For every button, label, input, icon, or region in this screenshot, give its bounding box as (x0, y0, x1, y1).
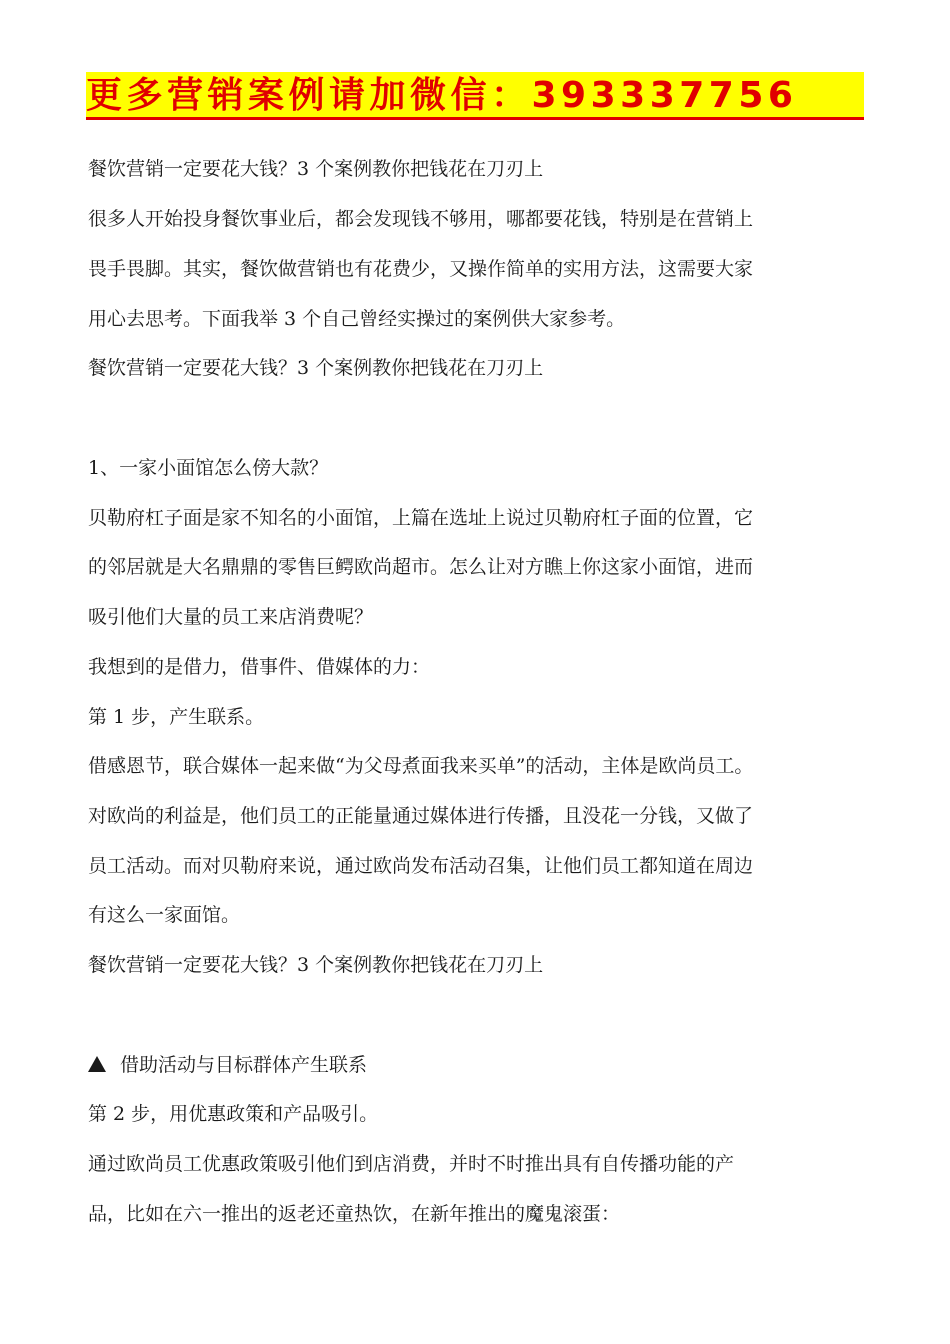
paragraph-line: 有这么一家面馆。 (88, 904, 241, 926)
paragraph-line: 很多人开始投身餐饮事业后，都会发现钱不够用，哪都要花钱，特别是在营销上 (88, 208, 754, 230)
image-caption-line: 餐饮营销一定要花大钱？3 个案例教你把钱花在刀刃上 (88, 357, 544, 379)
image-caption-line: 餐饮营销一定要花大钱？3 个案例教你把钱花在刀刃上 (88, 954, 544, 976)
paragraph-line: 借感恩节，联合媒体一起来做“为父母煮面我来买单”的活动，主体是欧尚员工。 (88, 755, 754, 777)
paragraph-line: 的邻居就是大名鼎鼎的零售巨鳄欧尚超市。怎么让对方瞧上你这家小面馆，进而 (88, 556, 754, 578)
black-up-triangle-icon (88, 1056, 106, 1072)
article-title-line: 餐饮营销一定要花大钱？3 个案例教你把钱花在刀刃上 (88, 158, 544, 180)
paragraph-line: 品，比如在六一推出的返老还童热饮，在新年推出的魔鬼滚蛋： (88, 1203, 621, 1225)
caption-text: 借助活动与目标群体产生联系 (120, 1054, 368, 1076)
step-1-heading: 第 1 步，产生联系。 (88, 706, 265, 728)
paragraph-line: 员工活动。而对贝勒府来说，通过欧尚发布活动召集，让他们员工都知道在周边 (88, 855, 754, 877)
wechat-promo-banner (86, 72, 864, 120)
paragraph-line: 我想到的是借力，借事件、借媒体的力： (88, 656, 431, 678)
paragraph-line: 通过欧尚员工优惠政策吸引他们到店消费，并时不时推出具有自传播功能的产 (88, 1153, 735, 1175)
paragraph-line: 吸引他们大量的员工来店消费呢？ (88, 606, 374, 628)
paragraph-line: 畏手畏脚。其实，餐饮做营销也有花费少，又操作简单的实用方法，这需要大家 (88, 258, 754, 280)
image-caption-with-triangle (88, 1052, 868, 1078)
section-heading-1: 1、一家小面馆怎么傍大款？ (88, 457, 329, 479)
paragraph-line: 贝勒府杠子面是家不知名的小面馆，上篇在选址上说过贝勒府杠子面的位置，它 (88, 507, 754, 529)
banner-text: 更多营销案例请加微信：393337756 (86, 75, 798, 116)
paragraph-line: 对欧尚的利益是，他们员工的正能量通过媒体进行传播，且没花一分钱，又做了 (88, 805, 754, 827)
step-2-heading: 第 2 步，用优惠政策和产品吸引。 (88, 1103, 379, 1125)
paragraph-line: 用心去思考。下面我举 3 个自己曾经实操过的案例供大家参考。 (88, 308, 626, 330)
